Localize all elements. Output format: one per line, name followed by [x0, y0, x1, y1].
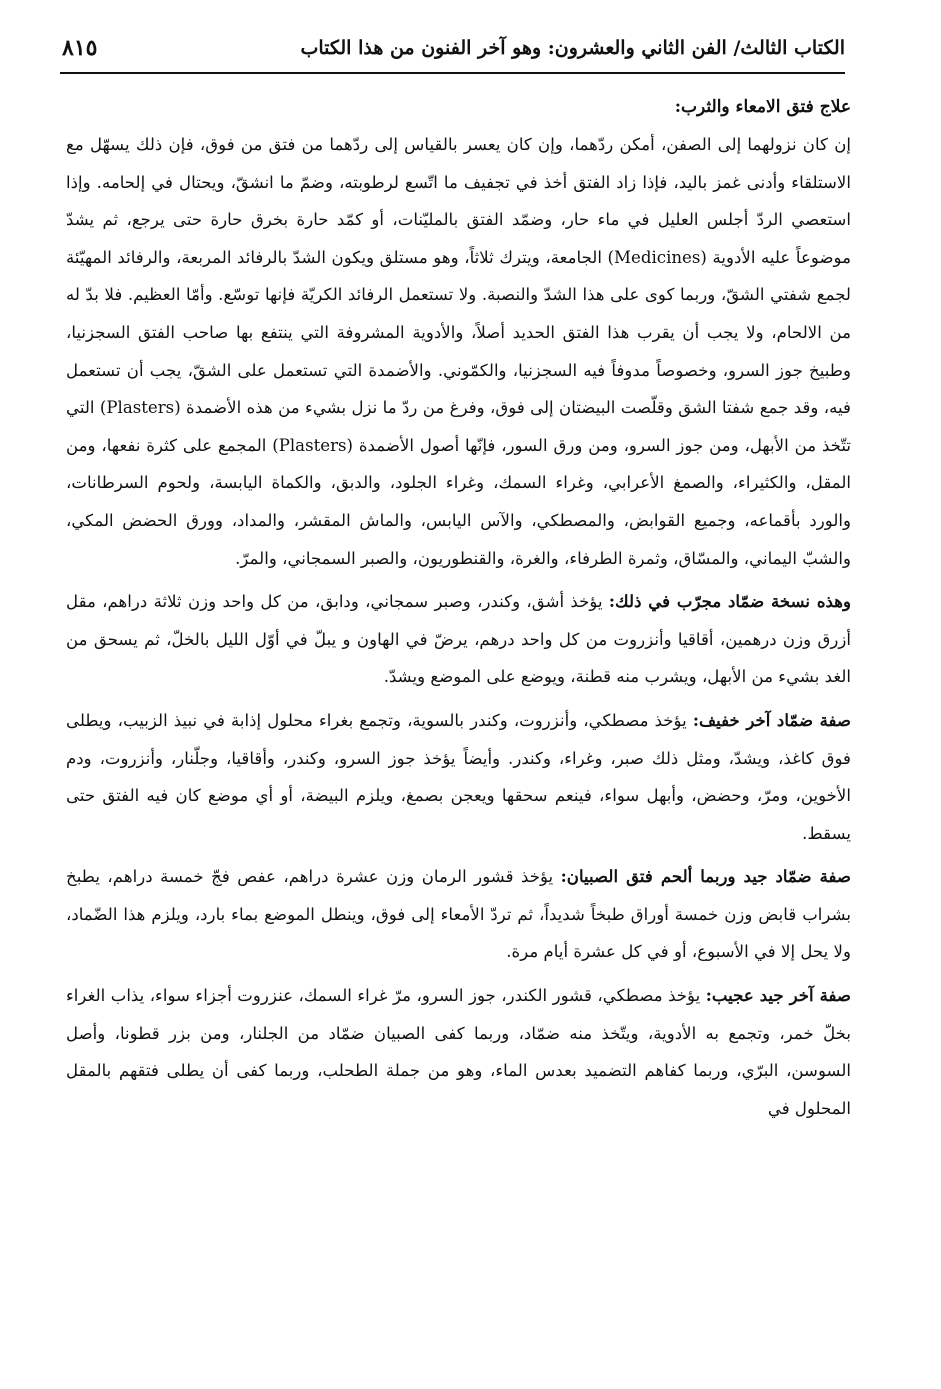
paragraph-light-plaster: [66, 702, 851, 852]
paragraph-wonderful-plaster: [66, 977, 851, 1127]
paragraph-lead: وهذه نسخة ضمّاد مجرّب في ذلك:: [608, 591, 851, 612]
paragraph-text: يؤخذ مصطكي، وأنزروت، وكندر بالسوية، وتجمع بغراء محلول إذابة في نبيذ الزبيب، ويطلى فوق كاغذ، ويشدّ، ومثل ذلك صبر، وغراء، وكندر. وأيضاً يؤخذ جوز السرو، وكندر، وأقاقيا، وجلّنار، وأنزروت، ودم الأخوين، ومرّ، وحضض، وأبهل سواء، فينعم سحقها ويعجن بصمغ، ويلزم البيضة، أو أي موضع كان فيه الفتق حتى يسقط.: [66, 710, 851, 843]
page-body: [66, 90, 851, 1127]
page-number: ٨١٥: [62, 35, 98, 61]
paragraph-text: إن كان نزولهما إلى الصفن، أمكن ردّهما، وإن كان يعسر بالقياس إلى ردّهما من فتق من فوق، فإن ذلك يسهّل مع الاستلقاء وأدنى غمز باليد، فإذا زاد الفتق أخذ في تجفيف ما اتّسع لرطوبته، وضمّ ما انشقّ، ويحتال في إلحامه. وإذا استعصي الردّ أجلس العليل في ماء حار، وضمّد الفتق بالمليّنات، أو كمّد حارة بخرق حارة حتى يرجع، ثم يشدّ موضوعاً عليه الأدوية (Medicines) الجامعة، ويترك ثلاثاً، وهو مستلق ويكون الشدّ بالرفائد المربعة، والرفائد المهيّئة لجمع شفتي الشقّ، وربما كوى على هذا الشدّ والنصبة. ولا تستعمل الرفائد الكريّة فإنها توسّع. وأمّا العظيم. فلا بدّ له من الالحام، ولا يجب أن يقرب هذا الفتق الحديد أصلاً، والأدوية المشروفة التي ينتفع بها صاحب الفتق السجزنيا، وطبيخ جوز السرو، وخصوصاً مدوفاً فيه السجزنيا، والكمّوني. والأضمدة التي تستعمل على الشقّ، يجب أن تستعمل فيه، وقد جمع شفتا الشق وقلّصت البيضتان إلى فوق، وفرغ من ردّ ما نزل بشيء من هذه الأضمدة (Plasters) التي تتّخذ من الأبهل، ومن جوز السرو، ومن ورق السور، فإنّها أصول الأضمدة (Plasters) المجمع على كثرة نفعها، ومن المقل، والكثيراء، والصمغ الأعرابي، وغراء السمك، وغراء الجلود، والدبق، والكماة اليابسة، ولحوم السرطانات، والورد بأقماعه، وجميع القوابض، والمصطكي، والآس اليابس، والماش المقشر، والمداد، وورق الحضض المكي، والشبّ اليماني، والمسّاق، وثمرة الطرفاء، والغرة، والقنطوريون، والصبر السمجاني، والمرّ.: [66, 135, 851, 568]
paragraph-lead: صفة آخر جيد عجيب:: [705, 985, 851, 1006]
paragraph-treatment: [66, 126, 851, 577]
paragraph-children-plaster: [66, 858, 851, 971]
paragraph-lead: صفة ضمّاد آخر خفيف:: [692, 709, 851, 730]
header-title: الكتاب الثالث/ الفن الثاني والعشرون: وهو آخر الفنون من هذا الكتاب: [300, 37, 845, 59]
paragraph-tested-plaster: [66, 583, 851, 696]
paragraph-text: يؤخذ قشور الرمان وزن عشرة دراهم، عفص فجّ خمسة دراهم، يطبخ بشراب قابض وزن خمسة أوراق طبخاً شديداً، ثم تردّ الأمعاء إلى فوق، وينطل الموضع بماء بارد، ويلزم هذا الضّماد، ولا يحل إلا في الأسبوع، أو في كل عشرة أيام مرة.: [66, 867, 851, 962]
paragraph-text: يؤخذ أشق، وكندر، وصبر سمجاني، ودابق، من كل واحد وزن ثلاثة دراهم، مقل أزرق وزن درهمين، أقاقيا وأنزروت من كل واحد درهم، يرضّ في الهاون و يبلّ في أوّل الليل بالخلّ، ثم يسحق من الغد بشيء من الأبهل، ويشرب منه قطنة، ويوضع على الموضع ويشدّ.: [66, 592, 851, 687]
running-header: [62, 28, 845, 68]
paragraph-lead: صفة ضمّاد جيد وربما ألحم فتق الصبيان:: [560, 866, 851, 887]
section-heading: علاج فتق الامعاء والثرب:: [674, 97, 851, 117]
header-rule: [60, 72, 845, 74]
paragraph-text: يؤخذ مصطكي، قشور الكندر، جوز السرو، مرّ غراء السمك، عنزروت أجزاء سواء، يذاب الغراء بخلّ خمر، وتجمع به الأدوية، ويتّخذ منه ضمّاد، وربما كفى الصبيان ضمّاد من الجلنار، ومن بزر قطونا، وأصل السوسن، البرّي، وربما كفاهم التضميد بعدس الماء، وهو من جملة الطحلب، وربما كفى أن يطلى فتقهم بالمقل المحلول في: [66, 986, 851, 1118]
